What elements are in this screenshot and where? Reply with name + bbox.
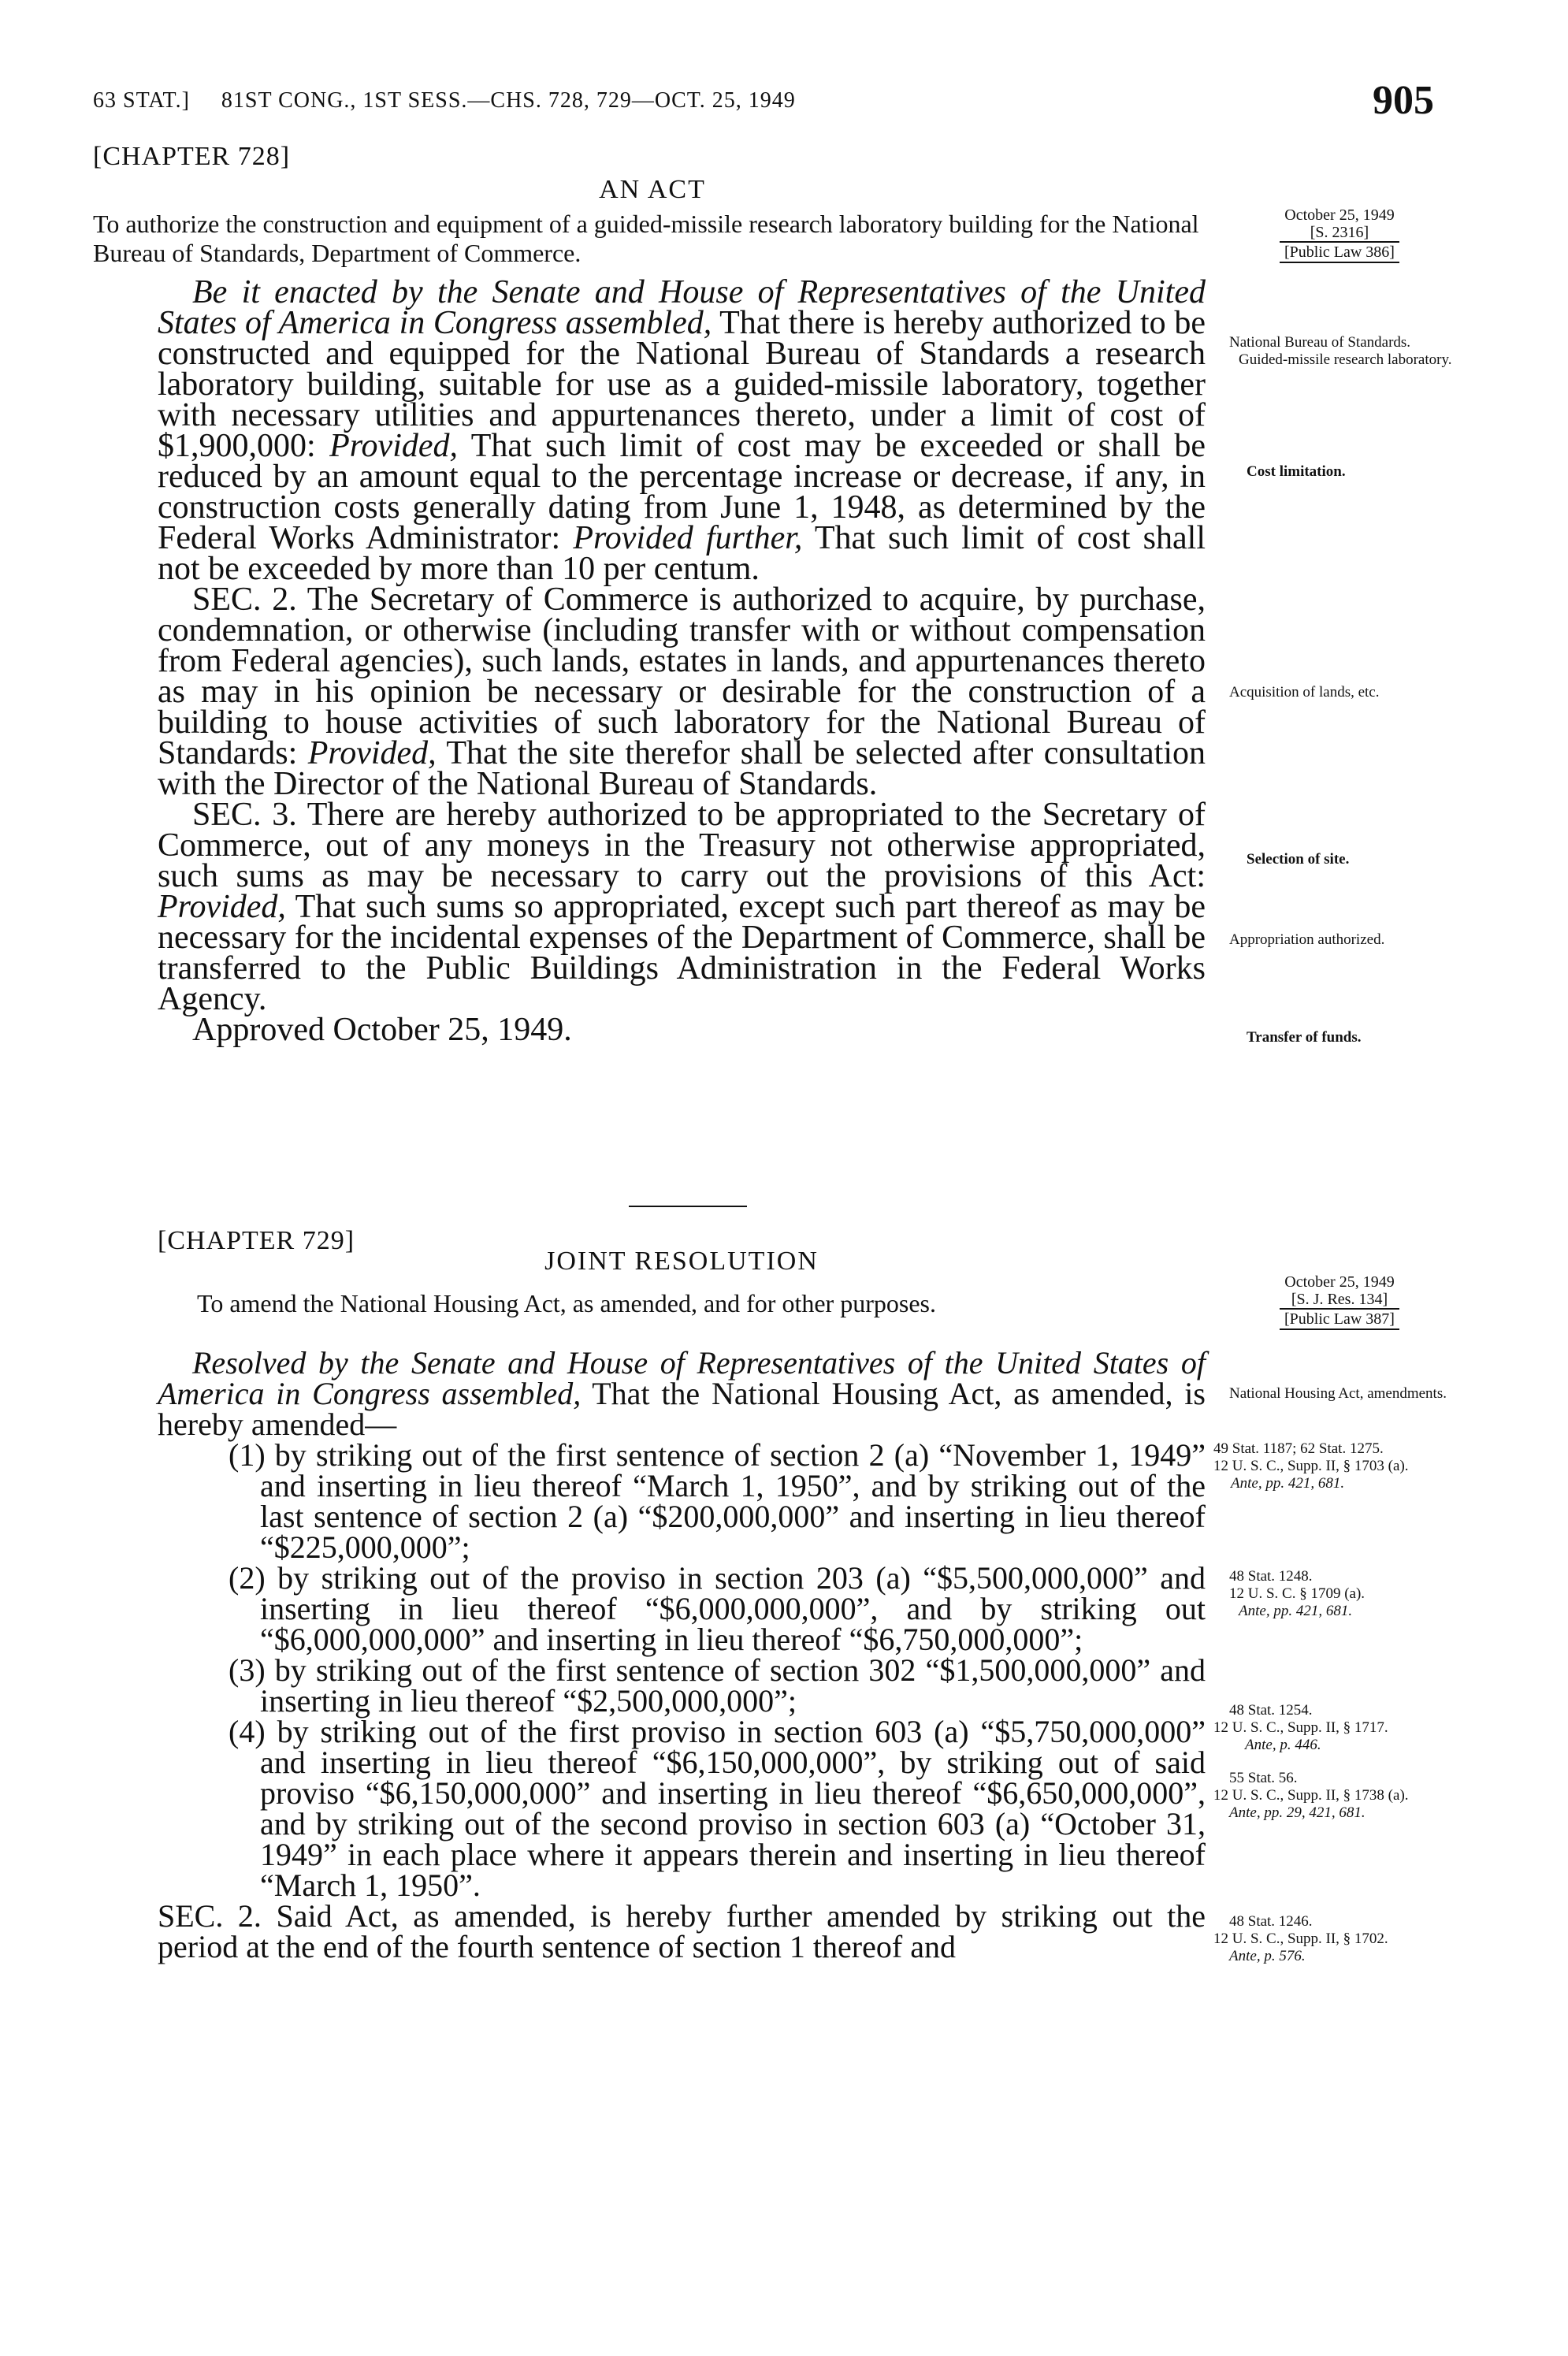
page-number: 905 [1373, 78, 1434, 123]
section-3-text-a: There are hereby authorized to be appropriated to the Secretary of Commerce, out of any moneys in the Treasury not otherwise appropriated, such sums as may be necessary to carry out the provisions of this Act: [158, 797, 1206, 894]
citation-line: 12 U. S. C., Supp. II, § 1702. [1213, 1931, 1388, 1947]
public-law-number: [Public Law 386] [1280, 241, 1399, 263]
amendment-item-2: (2) by striking out of the proviso in section 203 (a) “$5,500,000,000” and inserting in lieu thereof “$6,000,000,000”, and by striking out “$6,000,000,000” and inserting in lieu thereof “$6,750,000,000”; [229, 1560, 1206, 1657]
resolution-title: JOINT RESOLUTION [544, 1247, 819, 1276]
date-box-728 [1237, 206, 1442, 263]
bill-number: [S. 2316] [1310, 224, 1369, 241]
act-purpose: To authorize the construction and equipment of a guided-missile research laboratory building for the National Bureau of Standards, Department of Commerce. [93, 210, 1199, 267]
citation-line: 55 Stat. 56. [1229, 1770, 1298, 1786]
resolution-section-2 [158, 1898, 1206, 1964]
chapter-729-label: [CHAPTER 729] [158, 1226, 355, 1255]
margin-note-text: Guided-missile research laboratory. [1239, 351, 1452, 368]
section-2-text-a: The Secretary of Commerce is authorized to acquire, by purchase, condemnation, or otherwise (including transfer with or without compensation from Federal agencies), such lands, estates in lands, and appurtenances thereto as may in his opinion be necessary or desirable for the construction of a building to house activities of such laboratory for the National Bureau of Standards: [158, 582, 1206, 771]
margin-note-acquisition: Acquisition of lands, etc. [1229, 684, 1380, 700]
amendment-item-1: (1) by striking out of the first sentence of section 2 (a) “November 1, 1949” and inserting in lieu thereof “March 1, 1950”, and by striking out of the last sentence of section 2 (a) “$200,000,000” and inserting in lieu thereof “$225,000,000”; [229, 1437, 1206, 1565]
section-3-text-b: That such sums so appropriated, except such part thereof as may be necessary for the incidental expenses of the Department of Commerce, shall be transferred to the Public Buildings Administration in the Federal Works Agency. [158, 889, 1206, 1017]
enacting-clause: Be it enacted by the Senate and House of Representatives of the United States of America in Congress assembled, [158, 274, 1206, 341]
section-2 [158, 582, 1206, 802]
bill-number: [S. J. Res. 134] [1291, 1291, 1388, 1308]
margin-note-citation-1 [1213, 1440, 1458, 1492]
section-3-label: SEC. 3. [192, 797, 297, 833]
section-2-text-b: That the site therefor shall be selected after consultation with the Director of the National Bureau of Standards. [158, 735, 1206, 802]
resolution-body [158, 1347, 1206, 1962]
enacted-date: October 25, 1949 [1284, 1273, 1395, 1291]
citation-line: 12 U. S. C., Supp. II, § 1703 (a). [1213, 1458, 1409, 1474]
section-1-text-b: That such limit of cost may be exceeded or shall be reduced by an amount equal to the percentage increase or decrease, if any, in construction costs generally dating from June 1, 1948, as determined by the Federal Works Administrator: [158, 428, 1206, 556]
public-law-number: [Public Law 387] [1280, 1308, 1399, 1330]
section-2-label: SEC. 2. [192, 582, 297, 618]
enacted-date: October 25, 1949 [1284, 206, 1395, 224]
citation-line: 48 Stat. 1248. [1229, 1568, 1313, 1585]
proviso-further: Provided further, [573, 520, 803, 556]
margin-note-citation-2 [1229, 1568, 1458, 1620]
resolving-clause-italic: Resolved by the Senate and House of Representatives of the United States of America in Congress assembled, [158, 1345, 1206, 1411]
proviso-1: Provided, [329, 428, 459, 464]
running-head: 63 STAT.] 81ST CONG., 1ST SESS.—CHS. 728, 729—OCT. 25, 1949 [93, 88, 796, 113]
proviso-2: Provided, [307, 735, 437, 771]
resolving-clause [158, 1347, 1206, 1440]
citation-line: Ante, pp. 421, 681. [1231, 1475, 1345, 1492]
act-title: AN ACT [599, 175, 706, 204]
citation-line: Ante, p. 576. [1229, 1948, 1306, 1964]
approval-line: Approved October 25, 1949. [192, 1012, 572, 1048]
section-2-label: SEC. 2. [158, 1898, 262, 1934]
proviso-3: Provided, [158, 889, 286, 925]
section-1-text-c: That such limit of cost shall not be exceeded by more than 10 per centum. [158, 520, 1206, 587]
margin-note-appropriation: Appropriation authorized. [1229, 931, 1385, 948]
amendment-item-3: (3) by striking out of the first sentence of section 302 “$1,500,000,000” and inserting in lieu thereof “$2,500,000,000”; [229, 1652, 1206, 1719]
margin-note-citation-3 [1213, 1702, 1458, 1754]
citation-line: 12 U. S. C., Supp. II, § 1717. [1213, 1719, 1388, 1736]
margin-note-citation-5 [1213, 1913, 1458, 1965]
margin-note-citation-4 [1213, 1770, 1458, 1822]
section-2-text: Said Act, as amended, is hereby further amended by striking out the period at the end of the fourth sentence of section 1 thereof and [158, 1898, 1206, 1964]
amendment-item-4: (4) by striking out of the first proviso in section 603 (a) “$5,750,000,000” and inserting in lieu thereof “$6,150,000,000”, by striking out of said proviso “$6,150,000,000” and inserting in lieu thereof “$6,650,000,000”, and by striking out of the second proviso in section 603 (a) “October 31, 1949” in each place where it appears therein and inserting in lieu thereof “March 1, 1950”. [229, 1714, 1206, 1903]
citation-line: 48 Stat. 1254. [1229, 1702, 1313, 1719]
citation-line: 48 Stat. 1246. [1229, 1913, 1313, 1930]
margin-note-text: National Bureau of Standards. [1229, 334, 1411, 351]
citation-line: 49 Stat. 1187; 62 Stat. 1275. [1213, 1440, 1384, 1457]
margin-note-transfer: Transfer of funds. [1247, 1029, 1362, 1046]
margin-note-cost: Cost limitation. [1247, 463, 1346, 480]
chapter-728-label: [CHAPTER 728] [93, 142, 291, 171]
citation-line: Ante, pp. 421, 681. [1239, 1603, 1353, 1619]
citation-line: 12 U. S. C. § 1709 (a). [1229, 1585, 1365, 1602]
citation-line: 12 U. S. C., Supp. II, § 1738 (a). [1213, 1787, 1409, 1804]
section-3 [158, 797, 1206, 1017]
margin-note-housing: National Housing Act, amendments. [1229, 1385, 1447, 1402]
citation-line: Ante, pp. 29, 421, 681. [1229, 1804, 1365, 1821]
date-box-729 [1237, 1273, 1442, 1330]
resolution-purpose: To amend the National Housing Act, as amended, and for other purposes. [197, 1289, 936, 1317]
resolving-clause-text: That the National Housing Act, as amended, is hereby amended— [158, 1376, 1206, 1442]
section-1-text-a: That there is hereby authorized to be constructed and equipped for the National Bureau of Standards a research laboratory building, suitable for use as a guided-missile laboratory, together with necessary utilities and appurtenances thereto, under a limit of cost of $1,900,000: [158, 305, 1206, 464]
margin-note-site: Selection of site. [1247, 851, 1350, 868]
margin-note-bureau [1229, 334, 1458, 369]
citation-line: Ante, p. 446. [1245, 1737, 1321, 1753]
chapter-separator [629, 1206, 747, 1207]
section-1 [158, 274, 1206, 587]
running-header [93, 78, 1434, 136]
act-728-body [158, 274, 1206, 1048]
